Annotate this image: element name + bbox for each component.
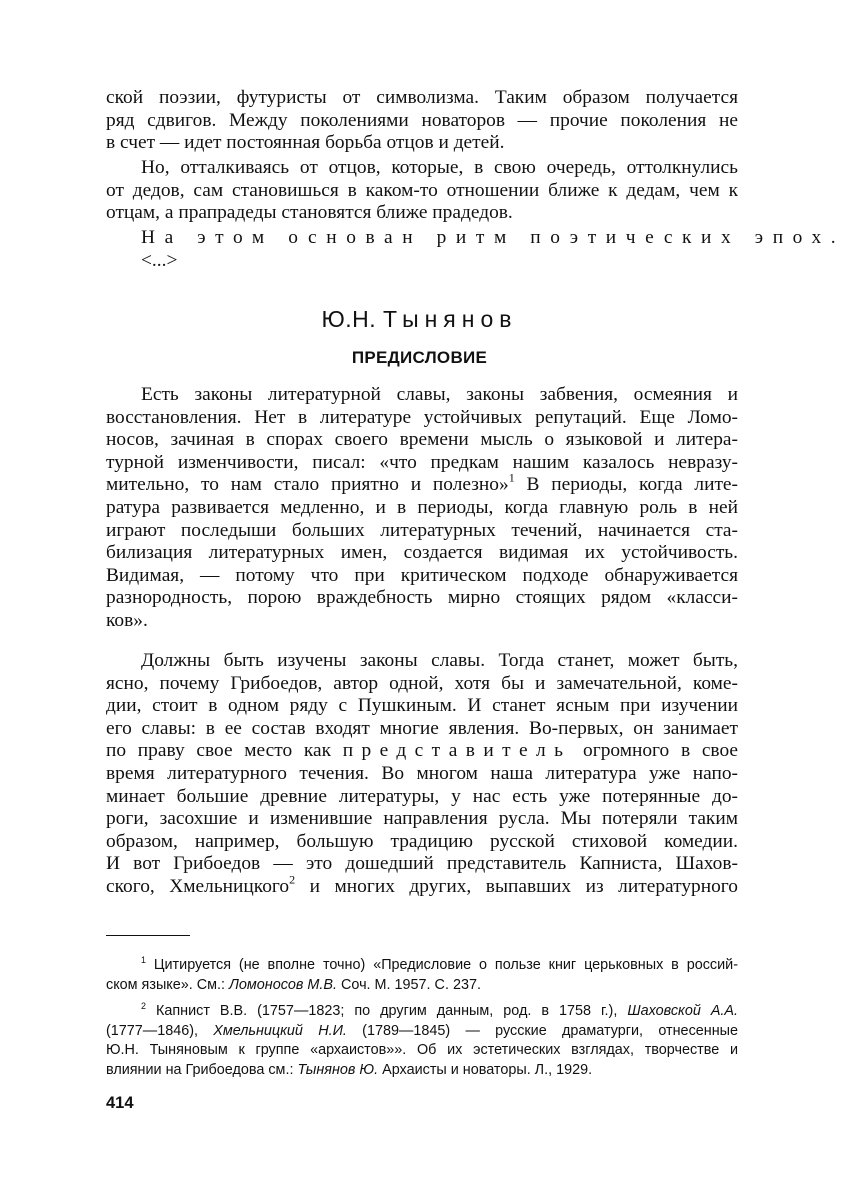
- cited-author: Ломоносов М.В.: [229, 976, 337, 993]
- text-fragment: Соч. М. 1957. С. 237.: [340, 976, 481, 993]
- text-line: билизация литературных имен, создается видимая их устойчивость.: [106, 542, 738, 564]
- author-name: [0, 306, 839, 333]
- text-fragment: (1789—1845) — русские драматурги, отнесенные: [362, 1022, 739, 1039]
- text-line: Есть законы литературной славы, законы забвения, осмеяния и: [141, 384, 738, 405]
- text-line: отцам, а прапрадеды становятся ближе прадедов.: [106, 202, 513, 224]
- text-fragment: Цитируется (не вполне точно) «Предисловие о пользе книг церьковных в россий-: [153, 957, 738, 973]
- text-line: И вот Грибоедов — это дошедший представитель Капниста, Шахов-: [106, 853, 738, 875]
- footnote-line: [106, 1022, 738, 1042]
- section-heading: ПРЕДИСЛОВИЕ: [351, 348, 488, 367]
- cited-author: Тынянов Ю.: [297, 1061, 379, 1078]
- text-fragment: ском языке». См.:: [106, 976, 226, 993]
- text-fragment: Архаисты и новаторы. Л., 1929.: [382, 1061, 593, 1078]
- text-line-with-spaced-word: [106, 740, 738, 763]
- paragraph-top-1: [106, 87, 738, 155]
- paragraph-body-2: [106, 650, 738, 899]
- text-fragment: и многих других, выпавших из литературного: [309, 875, 738, 897]
- text-line: время литературного течения. Во многом наша литература уже напо-: [106, 762, 738, 784]
- footnote-line: [106, 1002, 738, 1022]
- footnote-line: [106, 956, 738, 976]
- paragraph-top-2: [106, 157, 738, 225]
- text-line: минает большие древние литературы, у нас есть уже потерянные до-: [106, 785, 738, 807]
- text-line: его славы: в ее состав входят многие явления. Во-первых, он занимает: [106, 717, 738, 739]
- text-line: образом, например, большую традицию русской стиховой комедии.: [106, 830, 738, 852]
- paragraph-top-3: [106, 227, 845, 272]
- footnote-ref[interactable]: 2: [289, 872, 296, 887]
- text-fragment: Капнист В.В. (1757—1823; по другим данным, род. в 1758 г.),: [155, 1003, 618, 1019]
- text-fragment: (1777—1846),: [106, 1022, 199, 1039]
- footnote-separator: [106, 935, 190, 936]
- footnote-2: [106, 1002, 738, 1080]
- text-line: ратура развивается медленно, и в периоды, когда главную роль в ней: [106, 496, 738, 518]
- text-line: от дедов, сам становишься в каком-то отношении ближе к дедам, чем к: [106, 179, 738, 201]
- footnote-mark: 1: [141, 954, 146, 965]
- text-line: ков».: [106, 609, 148, 631]
- footnote-1: [106, 956, 738, 995]
- author-surname: Тынянов: [383, 306, 518, 332]
- text-fragment: мительно, то нам стало приятно и полезно»: [106, 474, 509, 496]
- text-line: Должны быть изучены законы славы. Тогда станет, может быть,: [141, 650, 738, 671]
- text-fragment: ского, Хмельницкого: [106, 875, 290, 897]
- text-fragment: В периоды, когда лите-: [526, 474, 738, 496]
- footnote-mark: 2: [141, 1000, 146, 1011]
- text-line: разнородность, порою враждебность мирно стоящих рядом «класси-: [106, 587, 738, 609]
- cited-author: Шаховской А.А.: [627, 1003, 739, 1019]
- text-line: роги, засохшие и изменившие направления русла. Мы потеряли таким: [106, 808, 738, 830]
- spaced-text-line: На этом основан ритм поэтических эпох.: [141, 227, 845, 248]
- text-fragment: влиянии на Грибоедова см.:: [106, 1061, 294, 1078]
- footnote-ref[interactable]: 1: [508, 470, 515, 485]
- text-line: Видимая, — потому что при критическом подходе обнаруживается: [106, 564, 738, 586]
- cited-author: Хмельницкий Н.И.: [213, 1022, 347, 1039]
- text-line: в счет — идет постоянная борьба отцов и детей.: [106, 132, 505, 154]
- footnote-line: [106, 976, 738, 996]
- text-line: Но, отталкиваясь от отцов, которые, в свою очередь, оттолкнулись: [141, 157, 738, 178]
- text-fragment: огромного в свое: [583, 740, 738, 762]
- footnote-line: Ю.Н. Тыняновым к группе «архаистов»». Об их эстетических взглядах, творчестве и: [106, 1042, 738, 1059]
- text-line: дии, стоит в одном ряду с Пушкиным. И станет ясным при изучении: [106, 695, 738, 717]
- text-fragment: по праву свое место как: [106, 740, 332, 762]
- paragraph-body-1: [106, 384, 738, 633]
- text-line: играют последыши больших литературных течений, начинается ста-: [106, 519, 738, 541]
- text-line: ряд сдвигов. Между поколениями новаторов — прочие поколения не: [106, 109, 738, 131]
- text-line-with-footnote: [106, 872, 738, 899]
- text-line: ясно, почему Грибоедов, автор одной, хотя бы и замечательной, коме-: [106, 672, 738, 694]
- text-line: ской поэзии, футуристы от символизма. Таким образом получается: [106, 87, 738, 108]
- text-line: восстановления. Нет в литературе устойчивых репутаций. Еще Ломо-: [106, 406, 738, 428]
- text-line: носов, зачиная в спорах своего времени мысль о языковой и литера-: [106, 429, 738, 451]
- footnote-line: [106, 1061, 738, 1081]
- author-initials: Ю.Н.: [321, 306, 377, 332]
- ellipsis-mark: <...>: [141, 249, 178, 271]
- page-number: 414: [106, 1094, 134, 1112]
- text-line-with-footnote: [106, 470, 738, 497]
- spaced-word: представитель: [342, 740, 572, 762]
- text-line: турной изменчивости, писал: «что предкам нашим казалось невразу-: [106, 451, 738, 473]
